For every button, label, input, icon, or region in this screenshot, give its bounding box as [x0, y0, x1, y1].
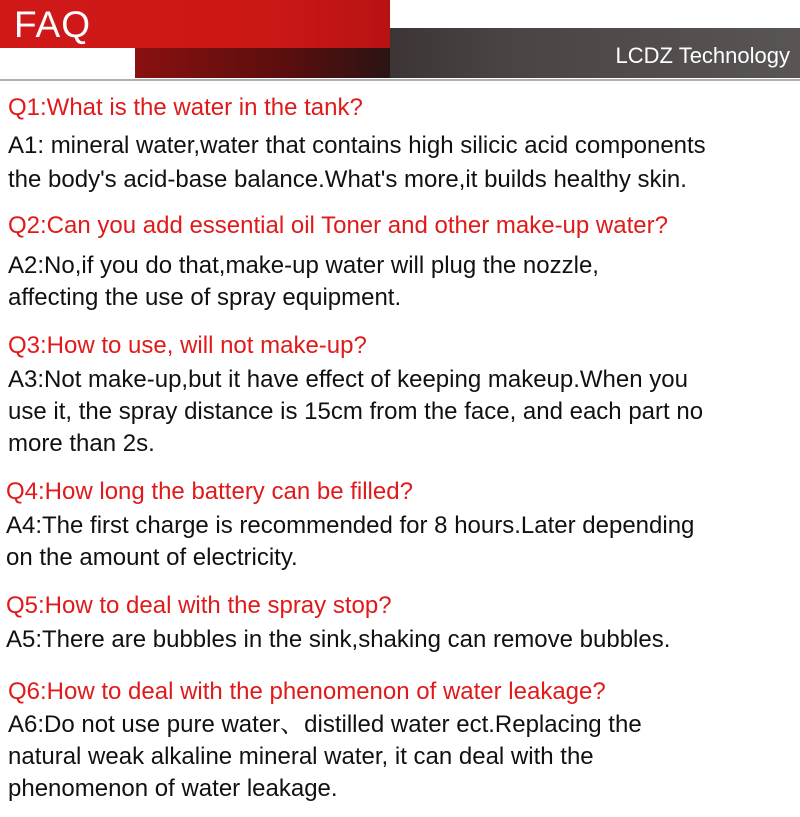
answer-1-line-1: A1: mineral water,water that contains high silicic acid components [8, 132, 706, 159]
question-5: Q5:How to deal with the spray stop? [6, 592, 392, 619]
header-divider [0, 79, 800, 81]
answer-6-line-3: phenomenon of water leakage. [8, 775, 338, 802]
answer-3-line-1: A3:Not make-up,but it have effect of keeping makeup.When you [8, 366, 688, 393]
answer-4-line-2: on the amount of electricity. [6, 544, 298, 571]
answer-5-line-1: A5:There are bubbles in the sink,shaking can remove bubbles. [6, 626, 671, 653]
answer-4-line-1: A4:The first charge is recommended for 8 hours.Later depending [6, 512, 695, 539]
question-2: Q2:Can you add essential oil Toner and other make-up water? [8, 212, 668, 239]
answer-6-line-2: natural weak alkaline mineral water, it can deal with the [8, 743, 594, 770]
answer-3-line-2: use it, the spray distance is 15cm from the face, and each part no [8, 398, 704, 425]
answer-1-line-2: the body's acid-base balance.What's more,it builds healthy skin. [8, 166, 687, 193]
question-1: Q1:What is the water in the tank? [8, 94, 363, 121]
header-white-notch [0, 48, 135, 78]
answer-2-line-2: affecting the use of spray equipment. [8, 284, 402, 311]
question-6: Q6:How to deal with the phenomenon of water leakage? [8, 678, 606, 705]
question-3: Q3:How to use, will not make-up? [8, 332, 367, 359]
company-name: LCDZ Technology [615, 43, 790, 68]
question-4: Q4:How long the battery can be filled? [6, 478, 413, 505]
header-red-fade [135, 48, 390, 78]
answer-6-line-1: A6:Do not use pure water、distilled water ect.Replacing the [8, 711, 642, 738]
faq-header-banner [0, 0, 800, 80]
answer-3-line-3: more than 2s. [8, 430, 155, 457]
page-title: FAQ [14, 4, 92, 45]
answer-2-line-1: A2:No,if you do that,make-up water will plug the nozzle, [8, 252, 599, 279]
